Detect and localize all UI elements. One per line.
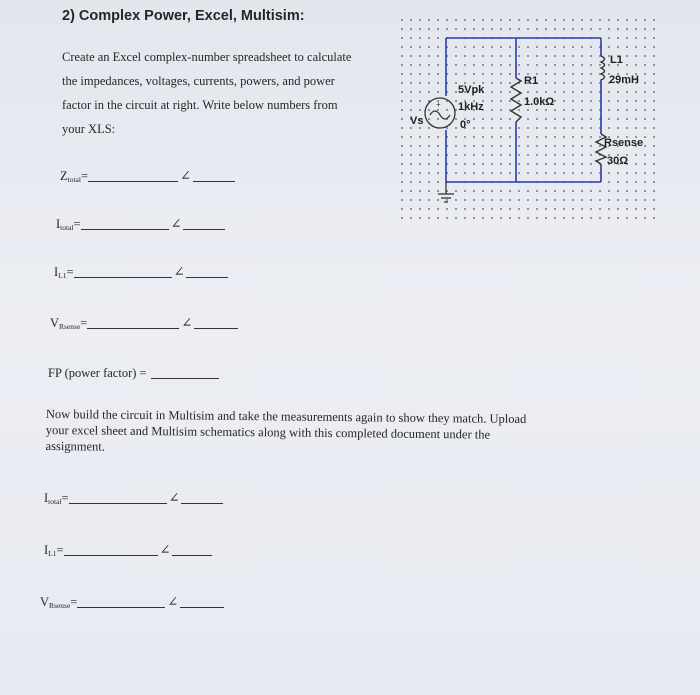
r1-value-label: 1.0kΩ [524,96,555,108]
instruction-line: Now build the circuit in Multisim and take the measurements again to show they match. Upload [45,406,527,427]
power-factor-field: FP (power factor) = [48,366,219,381]
i-l1-measured-angle-blank[interactable] [172,554,212,556]
v-rsense-measured-field: $V_{Rsense}=$ ∠ [40,594,224,610]
source-amplitude-label: 5Vpk [458,84,485,96]
i-total-measured-angle-blank[interactable] [181,502,223,504]
intro-line: factor in the circuit at right. Write below numbers from [62,98,338,112]
z-total-angle-blank[interactable] [193,180,235,182]
grid-dots [400,18,662,223]
i-l1-angle-blank[interactable] [186,276,228,278]
v-rsense-magnitude-blank[interactable] [87,327,179,329]
i-l1-measured-magnitude-blank[interactable] [64,554,158,556]
i-l1-measured-field: $I_{L1}=$ ∠ [44,542,212,558]
i-total-field: $I_{total}=$ ∠ [56,216,225,232]
angle-symbol: ∠ [181,315,193,330]
i-l1-field: $I_{L1}=$ ∠ [54,264,228,280]
source-frequency-label: 1kHz [458,101,484,113]
angle-symbol: ∠ [159,542,171,557]
angle-symbol: ∠ [180,168,191,183]
intro-paragraph [62,45,351,141]
v-rsense-field: $V_{Rsense}=$ ∠ [50,315,238,331]
r1-name-label: R1 [524,75,539,87]
circuit-schematic [400,18,662,223]
worksheet-title: 2) Complex Power, Excel, Multisim: [62,8,305,24]
angle-symbol: ∠ [168,490,180,505]
z-total-field: $Z_{total}=$ ∠ [60,168,235,184]
i-total-angle-blank[interactable] [183,228,225,230]
instruction-line: your excel sheet and Multisim schematics along with this completed document under the [45,422,491,442]
intro-line: the impedances, voltages, currents, powers, and power [62,74,335,88]
source-name-label: Vs [410,115,424,127]
rsense-value-label: 30Ω [607,155,629,167]
rsense-name-label: Rsense [604,137,644,149]
i-total-measured-field: $I_{total}=$ ∠ [44,490,223,506]
i-l1-magnitude-blank[interactable] [74,276,172,278]
z-total-magnitude-blank[interactable] [88,180,178,182]
v-rsense-angle-blank[interactable] [194,327,238,329]
intro-line: Create an Excel complex-number spreadsheet to calculate [62,50,352,64]
power-factor-blank[interactable] [151,377,219,379]
l1-value-label: 29mH [609,74,639,86]
svg-text:+: + [436,100,441,109]
source-phase-label: 0° [460,119,471,131]
intro-line: your XLS: [62,122,116,136]
i-total-magnitude-blank[interactable] [81,228,169,230]
v-rsense-measured-angle-blank[interactable] [180,606,224,608]
l1-name-label: L1 [610,54,623,66]
angle-symbol: ∠ [167,594,179,609]
angle-symbol: ∠ [173,264,185,279]
angle-symbol: ∠ [170,216,182,231]
i-total-measured-magnitude-blank[interactable] [69,502,167,504]
instruction-line: assignment. [45,438,106,454]
multisim-instructions [45,406,526,459]
v-rsense-measured-magnitude-blank[interactable] [77,606,165,608]
